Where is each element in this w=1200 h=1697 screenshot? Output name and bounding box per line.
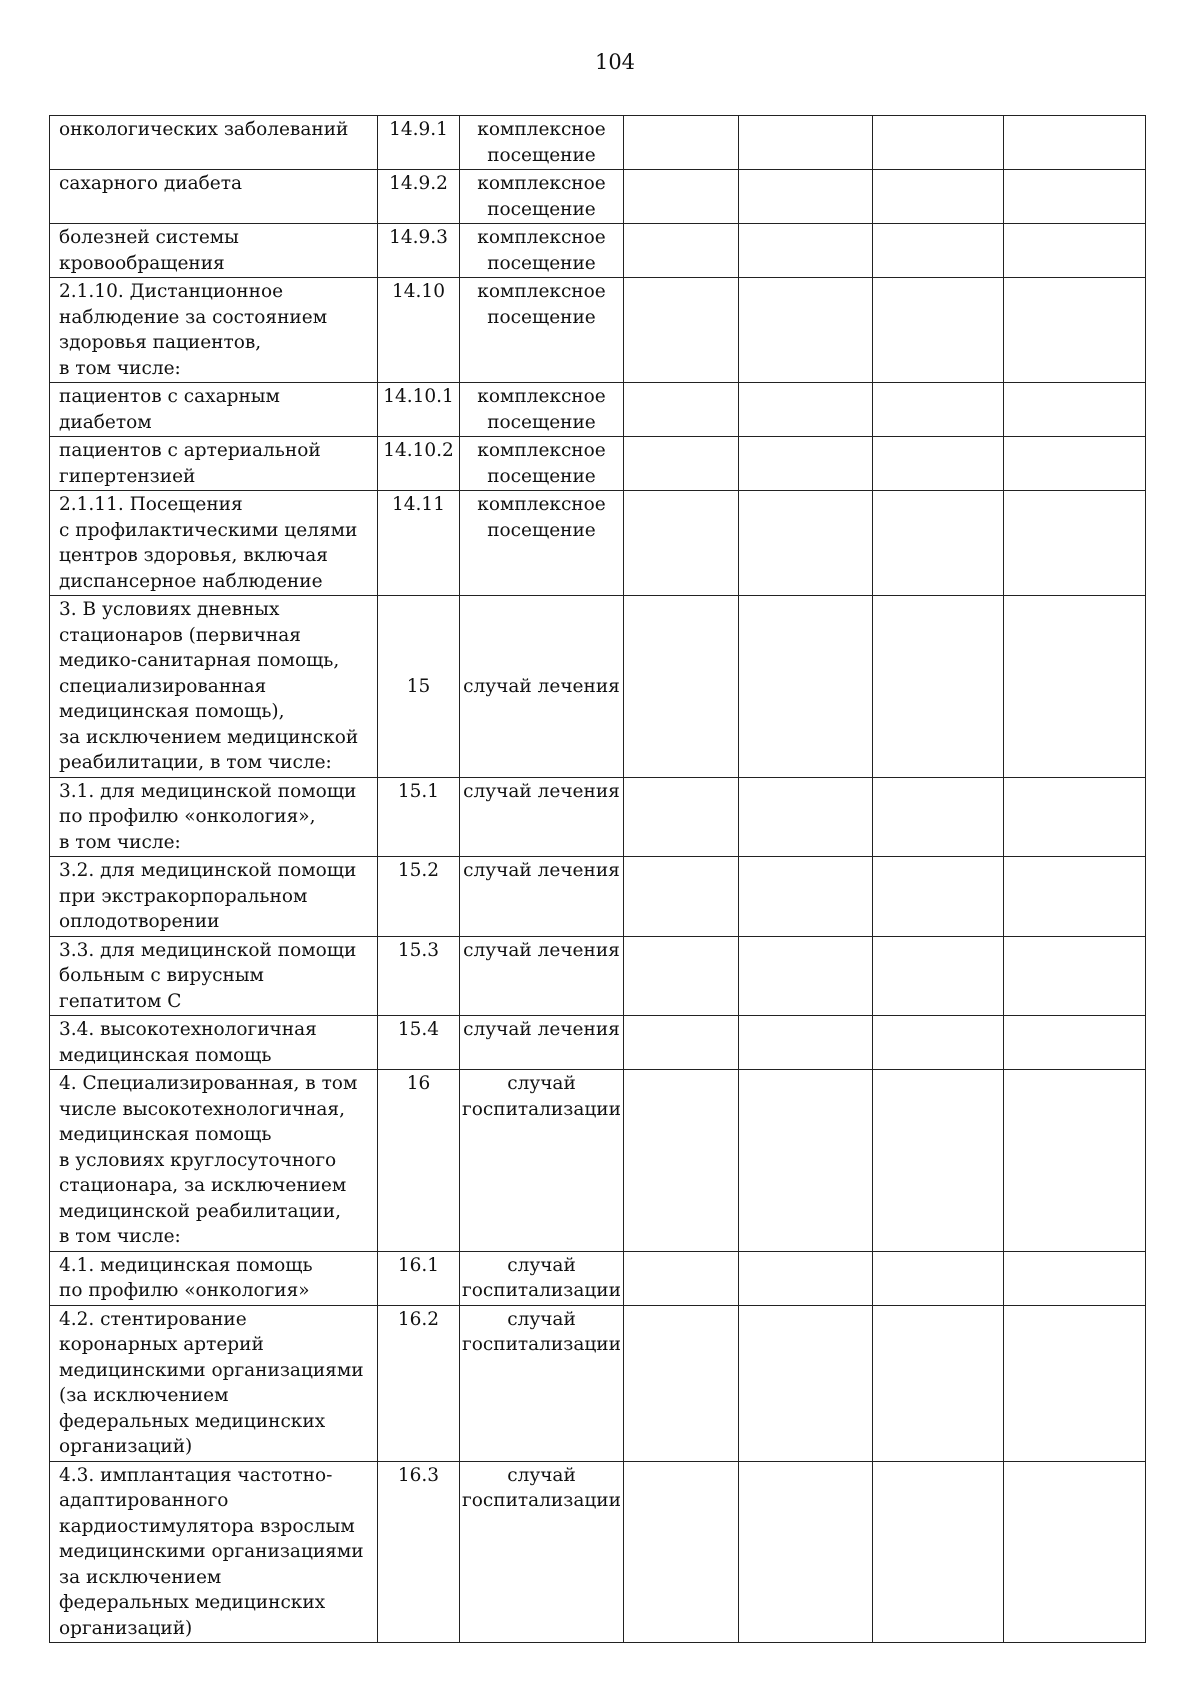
row-empty-cell — [1004, 596, 1146, 778]
row-unit-cell: случай лечения — [460, 857, 624, 937]
row-name-cell: 3.2. для медицинской помощи при экстракорпоральном оплодотворении — [50, 857, 378, 937]
row-name-cell: 4.2. стентирование коронарных артерий медицинскими организациями (за исключением федеральных медицинских организаций) — [50, 1305, 378, 1461]
row-code-cell: 16.1 — [378, 1251, 460, 1305]
row-unit-cell: случай госпитализации — [460, 1251, 624, 1305]
row-code-cell: 16.2 — [378, 1305, 460, 1461]
row-empty-cell — [1004, 1016, 1146, 1070]
row-empty-cell — [739, 437, 873, 491]
row-empty-cell — [624, 1070, 739, 1252]
row-empty-cell — [1004, 116, 1146, 170]
row-empty-cell — [873, 116, 1004, 170]
row-empty-cell — [624, 170, 739, 224]
table-row — [50, 491, 1146, 596]
row-empty-cell — [873, 491, 1004, 596]
row-name-cell: 4.3. имплантация частотно- адаптированного кардиостимулятора взрослым медицинскими организациями за исключением федеральных медицинских организаций) — [50, 1461, 378, 1643]
row-code-cell: 16 — [378, 1070, 460, 1252]
row-name-cell: пациентов с артериальной гипертензией — [50, 437, 378, 491]
row-code-cell: 15.3 — [378, 936, 460, 1016]
row-unit-cell: комплексное посещение — [460, 437, 624, 491]
table-row — [50, 278, 1146, 383]
row-empty-cell — [873, 857, 1004, 937]
row-empty-cell — [739, 1305, 873, 1461]
row-empty-cell — [1004, 278, 1146, 383]
table-row — [50, 1305, 1146, 1461]
row-empty-cell — [1004, 383, 1146, 437]
row-empty-cell — [1004, 224, 1146, 278]
row-unit-cell: комплексное посещение — [460, 278, 624, 383]
row-empty-cell — [624, 857, 739, 937]
row-code-cell: 14.9.3 — [378, 224, 460, 278]
table-row — [50, 936, 1146, 1016]
row-unit-cell: случай лечения — [460, 936, 624, 1016]
row-empty-cell — [739, 278, 873, 383]
row-empty-cell — [624, 116, 739, 170]
row-empty-cell — [1004, 437, 1146, 491]
row-unit-cell: комплексное посещение — [460, 224, 624, 278]
row-empty-cell — [1004, 1461, 1146, 1643]
row-unit-cell: комплексное посещение — [460, 383, 624, 437]
table-row — [50, 1461, 1146, 1643]
row-code-cell: 14.10 — [378, 278, 460, 383]
row-code-cell: 14.10.2 — [378, 437, 460, 491]
row-empty-cell — [739, 777, 873, 857]
data-table — [49, 115, 1146, 1643]
row-empty-cell — [873, 1461, 1004, 1643]
row-empty-cell — [739, 170, 873, 224]
row-unit-cell: случай госпитализации — [460, 1070, 624, 1252]
row-name-cell: болезней системы кровообращения — [50, 224, 378, 278]
row-name-cell: сахарного диабета — [50, 170, 378, 224]
row-code-cell: 15.4 — [378, 1016, 460, 1070]
row-empty-cell — [624, 1016, 739, 1070]
page-number: 104 — [594, 50, 636, 74]
row-empty-cell — [873, 383, 1004, 437]
row-empty-cell — [739, 1251, 873, 1305]
table-row — [50, 116, 1146, 170]
row-unit-cell: комплексное посещение — [460, 491, 624, 596]
row-empty-cell — [873, 777, 1004, 857]
row-empty-cell — [1004, 777, 1146, 857]
row-name-cell: 4.1. медицинская помощь по профилю «онкология» — [50, 1251, 378, 1305]
table-body — [50, 116, 1146, 1643]
row-empty-cell — [739, 1016, 873, 1070]
row-empty-cell — [1004, 491, 1146, 596]
row-empty-cell — [739, 224, 873, 278]
row-empty-cell — [624, 383, 739, 437]
row-name-cell: 3.3. для медицинской помощи больным с вирусным гепатитом С — [50, 936, 378, 1016]
row-empty-cell — [739, 1070, 873, 1252]
row-empty-cell — [873, 1251, 1004, 1305]
row-unit-cell: комплексное посещение — [460, 116, 624, 170]
table-row — [50, 437, 1146, 491]
row-unit-cell: комплексное посещение — [460, 170, 624, 224]
row-empty-cell — [873, 1016, 1004, 1070]
row-empty-cell — [873, 224, 1004, 278]
row-name-cell: пациентов с сахарным диабетом — [50, 383, 378, 437]
row-code-cell: 14.10.1 — [378, 383, 460, 437]
row-empty-cell — [873, 596, 1004, 778]
table-row — [50, 857, 1146, 937]
row-empty-cell — [1004, 1251, 1146, 1305]
table-row — [50, 170, 1146, 224]
row-empty-cell — [739, 491, 873, 596]
row-unit-cell: случай лечения — [460, 777, 624, 857]
row-empty-cell — [624, 596, 739, 778]
row-code-cell: 14.9.2 — [378, 170, 460, 224]
row-code-cell: 15.2 — [378, 857, 460, 937]
table-row — [50, 1251, 1146, 1305]
row-code-cell: 15.1 — [378, 777, 460, 857]
row-empty-cell — [739, 1461, 873, 1643]
row-empty-cell — [873, 437, 1004, 491]
row-empty-cell — [1004, 1305, 1146, 1461]
row-name-cell: 2.1.11. Посещения с профилактическими целями центров здоровья, включая диспансерное наблюдение — [50, 491, 378, 596]
row-empty-cell — [624, 278, 739, 383]
row-empty-cell — [1004, 1070, 1146, 1252]
row-empty-cell — [873, 1305, 1004, 1461]
table-row — [50, 1070, 1146, 1252]
row-code-cell: 16.3 — [378, 1461, 460, 1643]
row-name-cell: 4. Специализированная, в том числе высокотехнологичная, медицинская помощь в условиях круглосуточного стационара, за исключением медицинской реабилитации, в том числе: — [50, 1070, 378, 1252]
row-name-cell: 3.4. высокотехнологичная медицинская помощь — [50, 1016, 378, 1070]
row-code-cell: 14.11 — [378, 491, 460, 596]
row-empty-cell — [739, 936, 873, 1016]
row-empty-cell — [1004, 936, 1146, 1016]
table-row — [50, 596, 1146, 778]
row-empty-cell — [624, 437, 739, 491]
table-row — [50, 224, 1146, 278]
row-unit-cell: случай госпитализации — [460, 1305, 624, 1461]
row-empty-cell — [624, 1461, 739, 1643]
row-unit-cell: случай лечения — [460, 1016, 624, 1070]
row-empty-cell — [873, 1070, 1004, 1252]
table-row — [50, 777, 1146, 857]
row-empty-cell — [739, 383, 873, 437]
row-empty-cell — [739, 857, 873, 937]
table-row — [50, 1016, 1146, 1070]
row-empty-cell — [1004, 857, 1146, 937]
row-unit-cell: случай госпитализации — [460, 1461, 624, 1643]
row-empty-cell — [873, 936, 1004, 1016]
row-empty-cell — [624, 224, 739, 278]
row-unit-cell: случай лечения — [460, 596, 624, 778]
row-empty-cell — [624, 777, 739, 857]
row-code-cell: 15 — [378, 596, 460, 778]
row-name-cell: 3.1. для медицинской помощи по профилю «онкология», в том числе: — [50, 777, 378, 857]
row-empty-cell — [873, 278, 1004, 383]
row-empty-cell — [624, 491, 739, 596]
row-empty-cell — [739, 116, 873, 170]
row-code-cell: 14.9.1 — [378, 116, 460, 170]
row-empty-cell — [739, 596, 873, 778]
row-empty-cell — [624, 1305, 739, 1461]
row-empty-cell — [624, 1251, 739, 1305]
row-name-cell: 3. В условиях дневных стационаров (первичная медико-санитарная помощь, специализированная медицинская помощь), за исключением медицинской реабилитации, в том числе: — [50, 596, 378, 778]
row-name-cell: 2.1.10. Дистанционное наблюдение за состоянием здоровья пациентов, в том числе: — [50, 278, 378, 383]
row-name-cell: онкологических заболеваний — [50, 116, 378, 170]
table-row — [50, 383, 1146, 437]
row-empty-cell — [624, 936, 739, 1016]
row-empty-cell — [873, 170, 1004, 224]
row-empty-cell — [1004, 170, 1146, 224]
